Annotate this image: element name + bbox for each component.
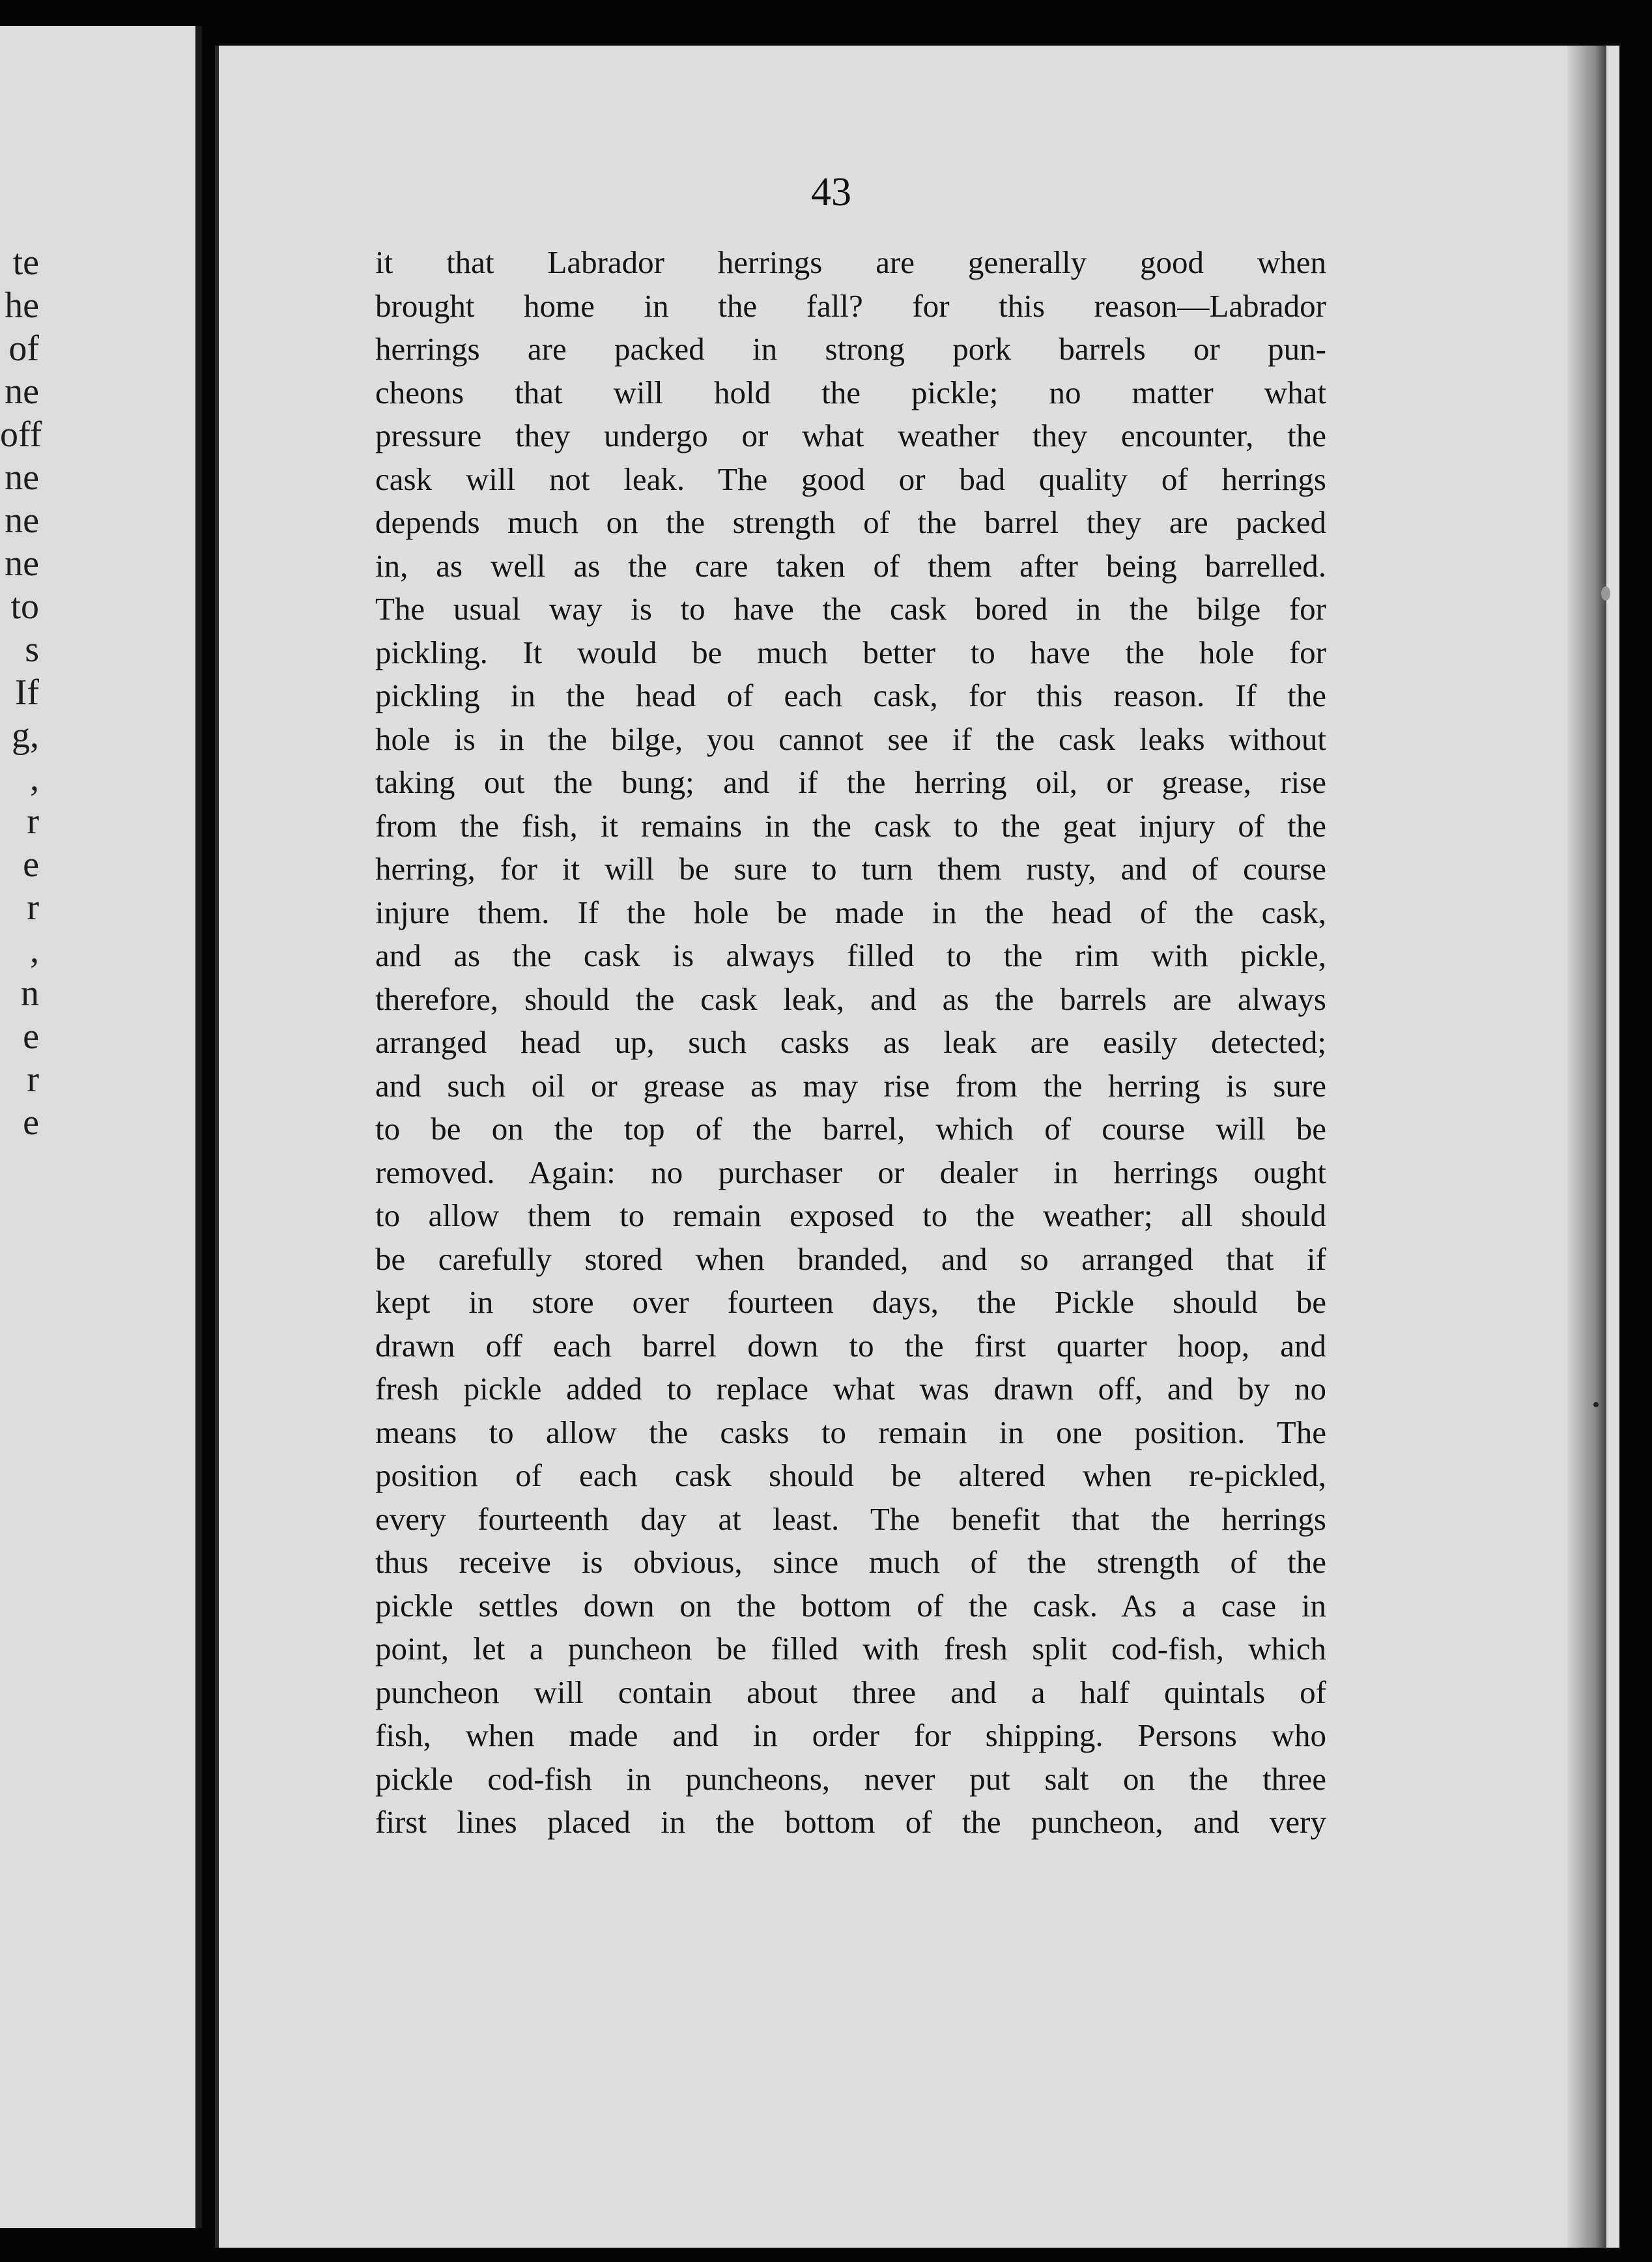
text-line: thus receive is obvious, since much of the strength of the (375, 1544, 1326, 1580)
book-page (215, 46, 1619, 2248)
left-page-fragment: If (14, 672, 39, 713)
left-page-fragment: r (27, 801, 39, 842)
text-line: removed. Again: no purchaser or dealer in herrings ought (375, 1154, 1326, 1190)
text-line: and such oil or grease as may rise from the herring is sure (375, 1067, 1326, 1104)
left-page-fragment: ne (5, 457, 39, 498)
text-line: first lines placed in the bottom of the puncheon, and very (375, 1804, 1326, 1840)
text-line: it that Labrador herrings are generally good when (375, 244, 1326, 280)
left-page-fragment: ne (5, 500, 39, 541)
text-line: taking out the bung; and if the herring oil, or grease, rise (375, 764, 1326, 800)
text-line: depends much on the strength of the barrel they are packed (375, 504, 1326, 540)
left-page-fragment: ne (5, 543, 39, 584)
text-line: every fourteenth day at least. The benefit that the herrings (375, 1500, 1326, 1537)
text-line: point, let a puncheon be filled with fresh split cod-fish, which (375, 1631, 1326, 1667)
left-page-fragment: of (8, 328, 39, 369)
text-line: kept in store over fourteen days, the Pickle should be (375, 1284, 1326, 1320)
text-line: from the fish, it remains in the cask to the geat injury of the (375, 807, 1326, 844)
text-line: pickle cod-fish in puncheons, never put salt on the three (375, 1760, 1326, 1797)
left-page-fragment: e (23, 844, 39, 885)
text-line: means to allow the casks to remain in one position. The (375, 1414, 1326, 1450)
left-page-fragment: s (25, 629, 39, 670)
previous-page-text-fragments (0, 241, 195, 1144)
left-page-fragment: , (30, 758, 39, 799)
left-page-fragment: r (27, 887, 39, 928)
text-line: fresh pickle added to replace what was drawn off, and by no (375, 1371, 1326, 1407)
text-line: position of each cask should be altered when re-pickled, (375, 1457, 1326, 1493)
text-line: and as the cask is always filled to the rim with pickle, (375, 938, 1326, 973)
text-line: brought home in the fall? for this reason—Labrador (375, 287, 1326, 324)
left-page-fragment: te (12, 242, 39, 283)
text-line: drawn off each barrel down to the first quarter hoop, and (375, 1327, 1326, 1364)
text-line: fish, when made and in order for shipping. Persons who (375, 1717, 1326, 1753)
text-line: pressure they undergo or what weather they encounter, the (375, 418, 1326, 453)
text-line: injure them. If the hole be made in the head of the cask, (375, 894, 1326, 930)
text-line: herrings are packed in strong pork barrels or pun- (375, 331, 1326, 367)
text-line: arranged head up, such casks as leak are easily detected; (375, 1024, 1326, 1060)
left-page-fragment: n (21, 973, 39, 1014)
page-body-text (375, 241, 1326, 1844)
text-line: hole is in the bilge, you cannot see if the cask leaks without (375, 721, 1326, 757)
text-line: pickling in the head of each cask, for this reason. If the (375, 678, 1326, 713)
left-page-fragment: , (30, 930, 39, 971)
page-edge-shadow (1567, 46, 1606, 2248)
text-line: be carefully stored when branded, and so arranged that if (375, 1240, 1326, 1277)
text-line: in, as well as the care taken of them after being barrelled. (375, 547, 1326, 584)
text-line: to allow them to remain exposed to the weather; all should (375, 1197, 1326, 1233)
left-page-fragment: ne (5, 371, 39, 412)
page-number: 43 (811, 170, 851, 214)
left-page-fragment: to (10, 586, 39, 627)
scan-speck (1601, 586, 1610, 601)
scan-speck (1593, 1402, 1599, 1407)
left-page-fragment: g, (12, 715, 39, 756)
text-line: The usual way is to have the cask bored in the bilge for (375, 591, 1326, 627)
left-page-fragment: he (5, 285, 39, 326)
text-line: pickle settles down on the bottom of the cask. As a case in (375, 1587, 1326, 1624)
text-line: herring, for it will be sure to turn them rusty, and of course (375, 851, 1326, 887)
text-line: pickling. It would be much better to have the hole for (375, 634, 1326, 670)
left-page-fragment: off (0, 414, 42, 455)
text-line: puncheon will contain about three and a half quintals of (375, 1674, 1326, 1710)
text-line: cask will not leak. The good or bad quality of herrings (375, 461, 1326, 497)
left-page-fragment: r (27, 1059, 39, 1100)
text-line: cheons that will hold the pickle; no matter what (375, 374, 1326, 410)
text-line: therefore, should the cask leak, and as the barrels are always (375, 981, 1326, 1017)
previous-page-edge (0, 26, 202, 2228)
left-page-fragment: e (23, 1016, 39, 1057)
left-page-fragment: e (23, 1102, 39, 1143)
text-line: to be on the top of the barrel, which of course will be (375, 1111, 1326, 1147)
